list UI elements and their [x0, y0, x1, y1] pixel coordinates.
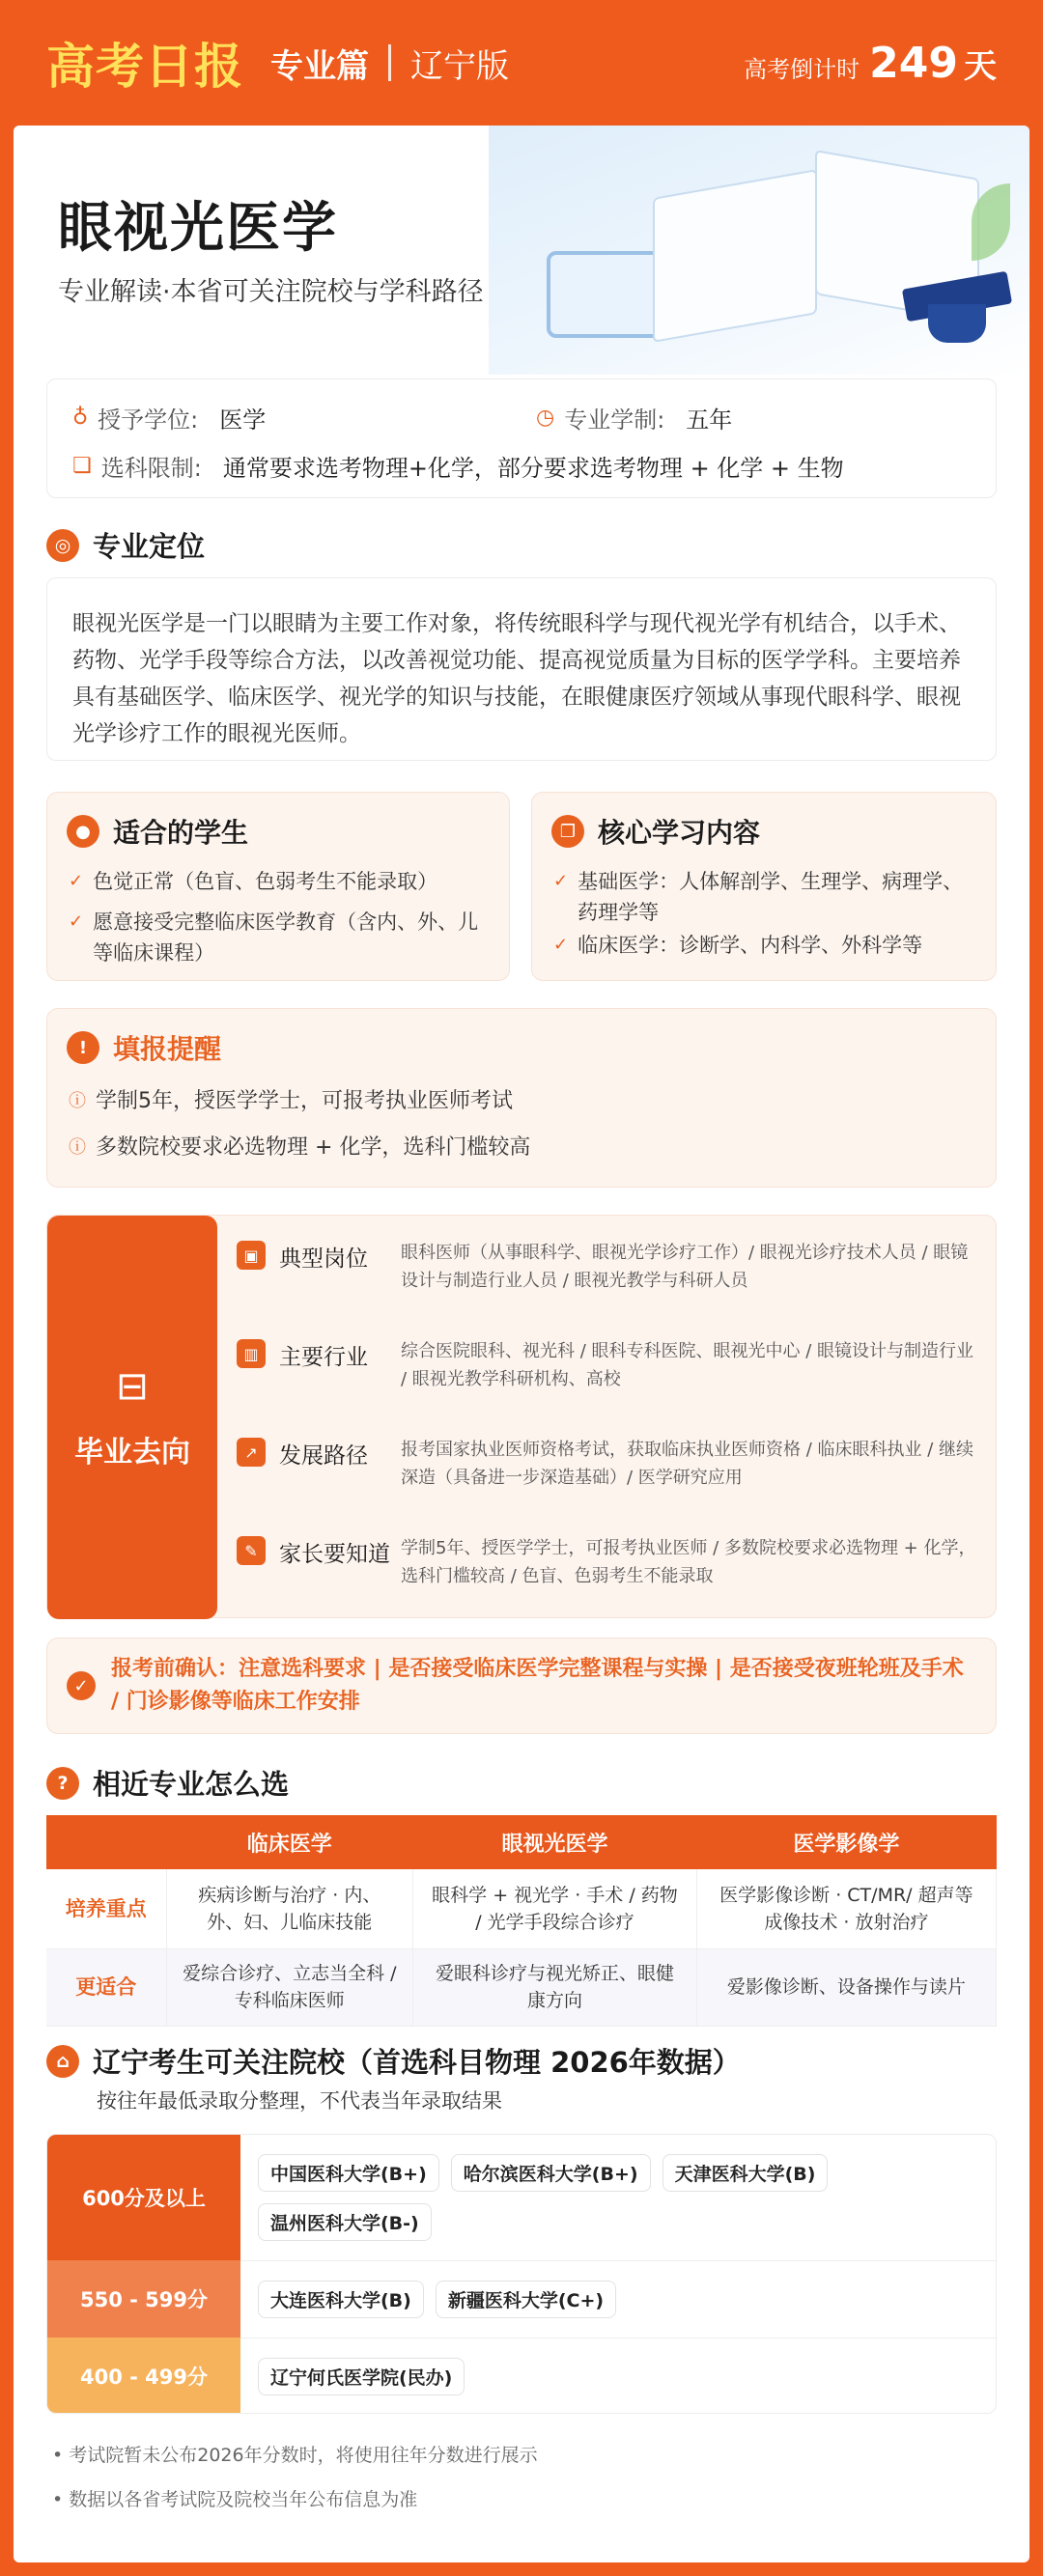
subject-row: [72, 449, 844, 483]
school-chip[interactable]: 温州医科大学(B-): [258, 2203, 432, 2241]
graduation-cap-base: [928, 304, 986, 343]
page-subtitle: 专业解读·本省可关注院校与学科路径: [58, 277, 484, 307]
duration-value: 五年: [686, 406, 733, 434]
tier-schools: [258, 2260, 986, 2338]
school-chip[interactable]: 中国医科大学(B+): [258, 2154, 439, 2192]
list-item: [69, 1086, 976, 1117]
compare-title: 相近专业怎么选: [93, 1768, 290, 1801]
check-icon: ✓: [69, 871, 84, 891]
row-label: 培养重点: [46, 1869, 166, 1948]
table-cell: 爱综合诊疗、立志当全科 / 专科临床医师: [166, 1948, 413, 2026]
school-chip[interactable]: 新疆医科大学(C+): [436, 2281, 616, 2318]
pin-icon: ✎: [237, 1536, 266, 1565]
duration-label: 专业学制:: [564, 406, 665, 434]
table-cell: 医学影像诊断 · CT/MR/ 超声等成像技术 · 放射治疗: [696, 1869, 996, 1948]
award-icon: ♁: [72, 406, 89, 430]
check-icon: ✓: [553, 871, 569, 891]
confirm-banner: [46, 1638, 997, 1734]
graduation-row: [237, 1534, 976, 1590]
schools-table: [46, 2134, 997, 2414]
table-cell: 疾病诊断与治疗 · 内、外、妇、儿临床技能: [166, 1869, 413, 1948]
positioning-heading: [46, 525, 205, 565]
book-icon: ❏: [72, 454, 92, 478]
alert-icon: ⓘ: [69, 1091, 86, 1111]
alert-icon: ⓘ: [69, 1137, 86, 1158]
info-card: [46, 378, 997, 498]
confirm-text: 报考前确认：注意选科要求 | 是否接受临床医学完整课程与实操 | 是否接受夜班轮班及手术 / 门诊影像等临床工作安排: [111, 1657, 964, 1714]
countdown-unit: 天: [964, 46, 997, 86]
graduation-row-text: 综合医院眼科、视光科 / 眼科专科医院、眼视光中心 / 眼镜设计与制造行业 / 眼视光教学科研机构、高校: [401, 1341, 974, 1389]
duration-row: [536, 401, 732, 434]
graduation-label: 毕业去向: [74, 1436, 190, 1470]
edition-label: 专业篇: [270, 46, 369, 86]
tier-label: 400 - 499分: [47, 2338, 240, 2414]
book-icon: [653, 169, 817, 343]
clock-icon: ◷: [536, 406, 555, 430]
list-item-text: 多数院校要求必选物理 + 化学，选科门槛较高: [96, 1135, 531, 1160]
compass-icon: ◎: [46, 529, 79, 562]
degree-row: [72, 401, 266, 434]
positioning-title: 专业定位: [93, 530, 206, 563]
schools-subheading: 按往年最低录取分整理，不代表当年录取结果: [97, 2089, 502, 2113]
divider: [388, 44, 391, 81]
tier-label: 550 - 599分: [47, 2260, 240, 2338]
school-chip[interactable]: 天津医科大学(B): [662, 2154, 829, 2192]
check-icon: ✓: [553, 935, 569, 955]
home-icon: ⌂: [46, 2045, 79, 2078]
core-content-card: [531, 792, 997, 981]
list-item-text: 色觉正常（色盲、色弱考生不能录取）: [93, 870, 438, 893]
list-item: [69, 1133, 976, 1163]
person-icon: ●: [67, 815, 99, 848]
degree-label: 授予学位:: [98, 406, 199, 434]
footnote: • 数据以各省考试院及院校当年公布信息为准: [52, 2489, 418, 2510]
subject-value: 通常要求选考物理+化学，部分要求选考物理 + 化学 + 生物: [222, 455, 844, 482]
school-chip[interactable]: 哈尔滨医科大学(B+): [451, 2154, 651, 2192]
graduation-row: [237, 1239, 976, 1295]
table-cell: 眼科学 + 视光学 · 手术 / 药物 / 光学手段综合诊疗: [413, 1869, 697, 1948]
countdown-label: 高考倒计时: [744, 55, 860, 83]
table-cell: 爱影像诊断、设备操作与读片: [696, 1948, 996, 2026]
compare-table: [46, 1815, 997, 2027]
region-label: 辽宁版: [410, 46, 509, 86]
table-row: [46, 1869, 997, 1948]
building-icon: ▥: [237, 1339, 266, 1368]
question-icon: ?: [46, 1767, 79, 1800]
table-row: [46, 1948, 997, 2026]
check-circle-icon: ✓: [67, 1671, 96, 1700]
row-label: 更适合: [46, 1948, 166, 2026]
hero-illustration: [489, 126, 1029, 375]
graduation-row: [237, 1337, 976, 1393]
content-sheet: [14, 126, 1029, 2562]
list-item-text: 临床医学：诊断学、内科学、外科学等: [578, 934, 923, 957]
countdown: [744, 39, 997, 88]
schools-title: 辽宁考生可关注院校（首选科目物理 2026年数据）: [93, 2046, 741, 2079]
footnote-text: 数据以各省考试院及院校当年公布信息为准: [69, 2489, 418, 2510]
trend-icon: ↗: [237, 1438, 266, 1467]
school-chip[interactable]: 大连医科大学(B): [258, 2281, 424, 2318]
compare-heading: [46, 1763, 289, 1803]
brand-title: 高考日报: [46, 39, 243, 95]
graduation-row-label: 主要行业: [279, 1345, 368, 1370]
subject-label: 选科限制:: [100, 455, 202, 482]
list-item: [69, 907, 490, 968]
graduation-label-panel: [47, 1216, 217, 1619]
reminder-title: 填报提醒: [113, 1033, 222, 1065]
core-title: 核心学习内容: [598, 817, 761, 849]
graduation-row-label: 发展路径: [279, 1443, 368, 1469]
graduation-row-label: 家长要知道: [279, 1542, 390, 1567]
table-cell: 爱眼科诊疗与视光矫正、眼健康方向: [413, 1948, 697, 2026]
list-item-text: 基础医学：人体解剖学、生理学、病理学、药理学等: [578, 870, 964, 924]
suitable-students-card: [46, 792, 510, 981]
table-header-cell: 眼视光医学: [413, 1815, 697, 1869]
schools-heading: [46, 2041, 741, 2081]
table-header-cell: 临床医学: [166, 1815, 413, 1869]
graduation-card: [46, 1215, 997, 1618]
page-title: 眼视光医学: [58, 197, 338, 260]
graduation-row-label: 典型岗位: [279, 1246, 368, 1272]
briefcase-icon: ⊟: [116, 1364, 149, 1409]
table-header-row: [46, 1815, 997, 1869]
degree-value: 医学: [219, 406, 267, 434]
tier-label: 600分及以上: [47, 2135, 240, 2260]
countdown-days: 249: [869, 38, 958, 88]
tier-schools: [258, 2135, 986, 2260]
table-header-cell: [46, 1815, 166, 1869]
graduation-row-text: 报考国家执业医师资格考试，获取临床执业医师资格 / 临床眼科执业 / 继续深造（具备进一步深造基础）/ 医学研究应用: [401, 1440, 974, 1488]
footnote-text: 考试院暂未公布2026年分数时，将使用往年分数进行展示: [69, 2445, 538, 2466]
footnote: • 考试院暂未公布2026年分数时，将使用往年分数进行展示: [52, 2445, 538, 2466]
id-card-icon: ▣: [237, 1241, 266, 1270]
check-icon: ✓: [69, 911, 84, 932]
core-heading: [551, 812, 760, 851]
open-book-icon: ❐: [551, 815, 584, 848]
warning-icon: !: [67, 1031, 99, 1064]
list-item: [553, 930, 976, 961]
header-bar: [0, 0, 1043, 126]
school-chip[interactable]: 辽宁何氏医学院(民办): [258, 2358, 465, 2395]
list-item: [553, 866, 976, 928]
table-header-cell: 医学影像学: [696, 1815, 996, 1869]
reminder-heading: [67, 1028, 221, 1067]
reminder-card: [46, 1008, 997, 1188]
positioning-body: 眼视光医学是一门以眼睛为主要工作对象，将传统眼科学与现代视光学有机结合，以手术、药物、光学手段等综合方法，以改善视觉功能、提高视觉质量为目标的医学学科。主要培养具有基础医学、临床医学、视光学的知识与技能，在眼健康医疗领域从事现代眼科学、眼视光学诊疗工作的眼视光医师。: [46, 577, 997, 761]
graduation-row-text: 眼科医师（从事眼科学、眼视光学诊疗工作）/ 眼视光诊疗技术人员 / 眼镜设计与制造行业人员 / 眼视光教学与科研人员: [401, 1243, 969, 1291]
suitable-heading: [67, 812, 248, 851]
graduation-row: [237, 1436, 976, 1492]
list-item-text: 学制5年，授医学学士，可报考执业医师考试: [96, 1089, 513, 1113]
list-item: [69, 866, 490, 897]
graduation-row-text: 学制5年、授医学学士，可报考执业医师 / 多数院校要求必选物理 + 化学，选科门槛较高 / 色盲、色弱考生不能录取: [401, 1538, 976, 1586]
tier-schools: [258, 2338, 986, 2414]
suitable-title: 适合的学生: [113, 817, 249, 849]
list-item-text: 愿意接受完整临床医学教育（含内、外、儿等临床课程）: [93, 910, 479, 965]
